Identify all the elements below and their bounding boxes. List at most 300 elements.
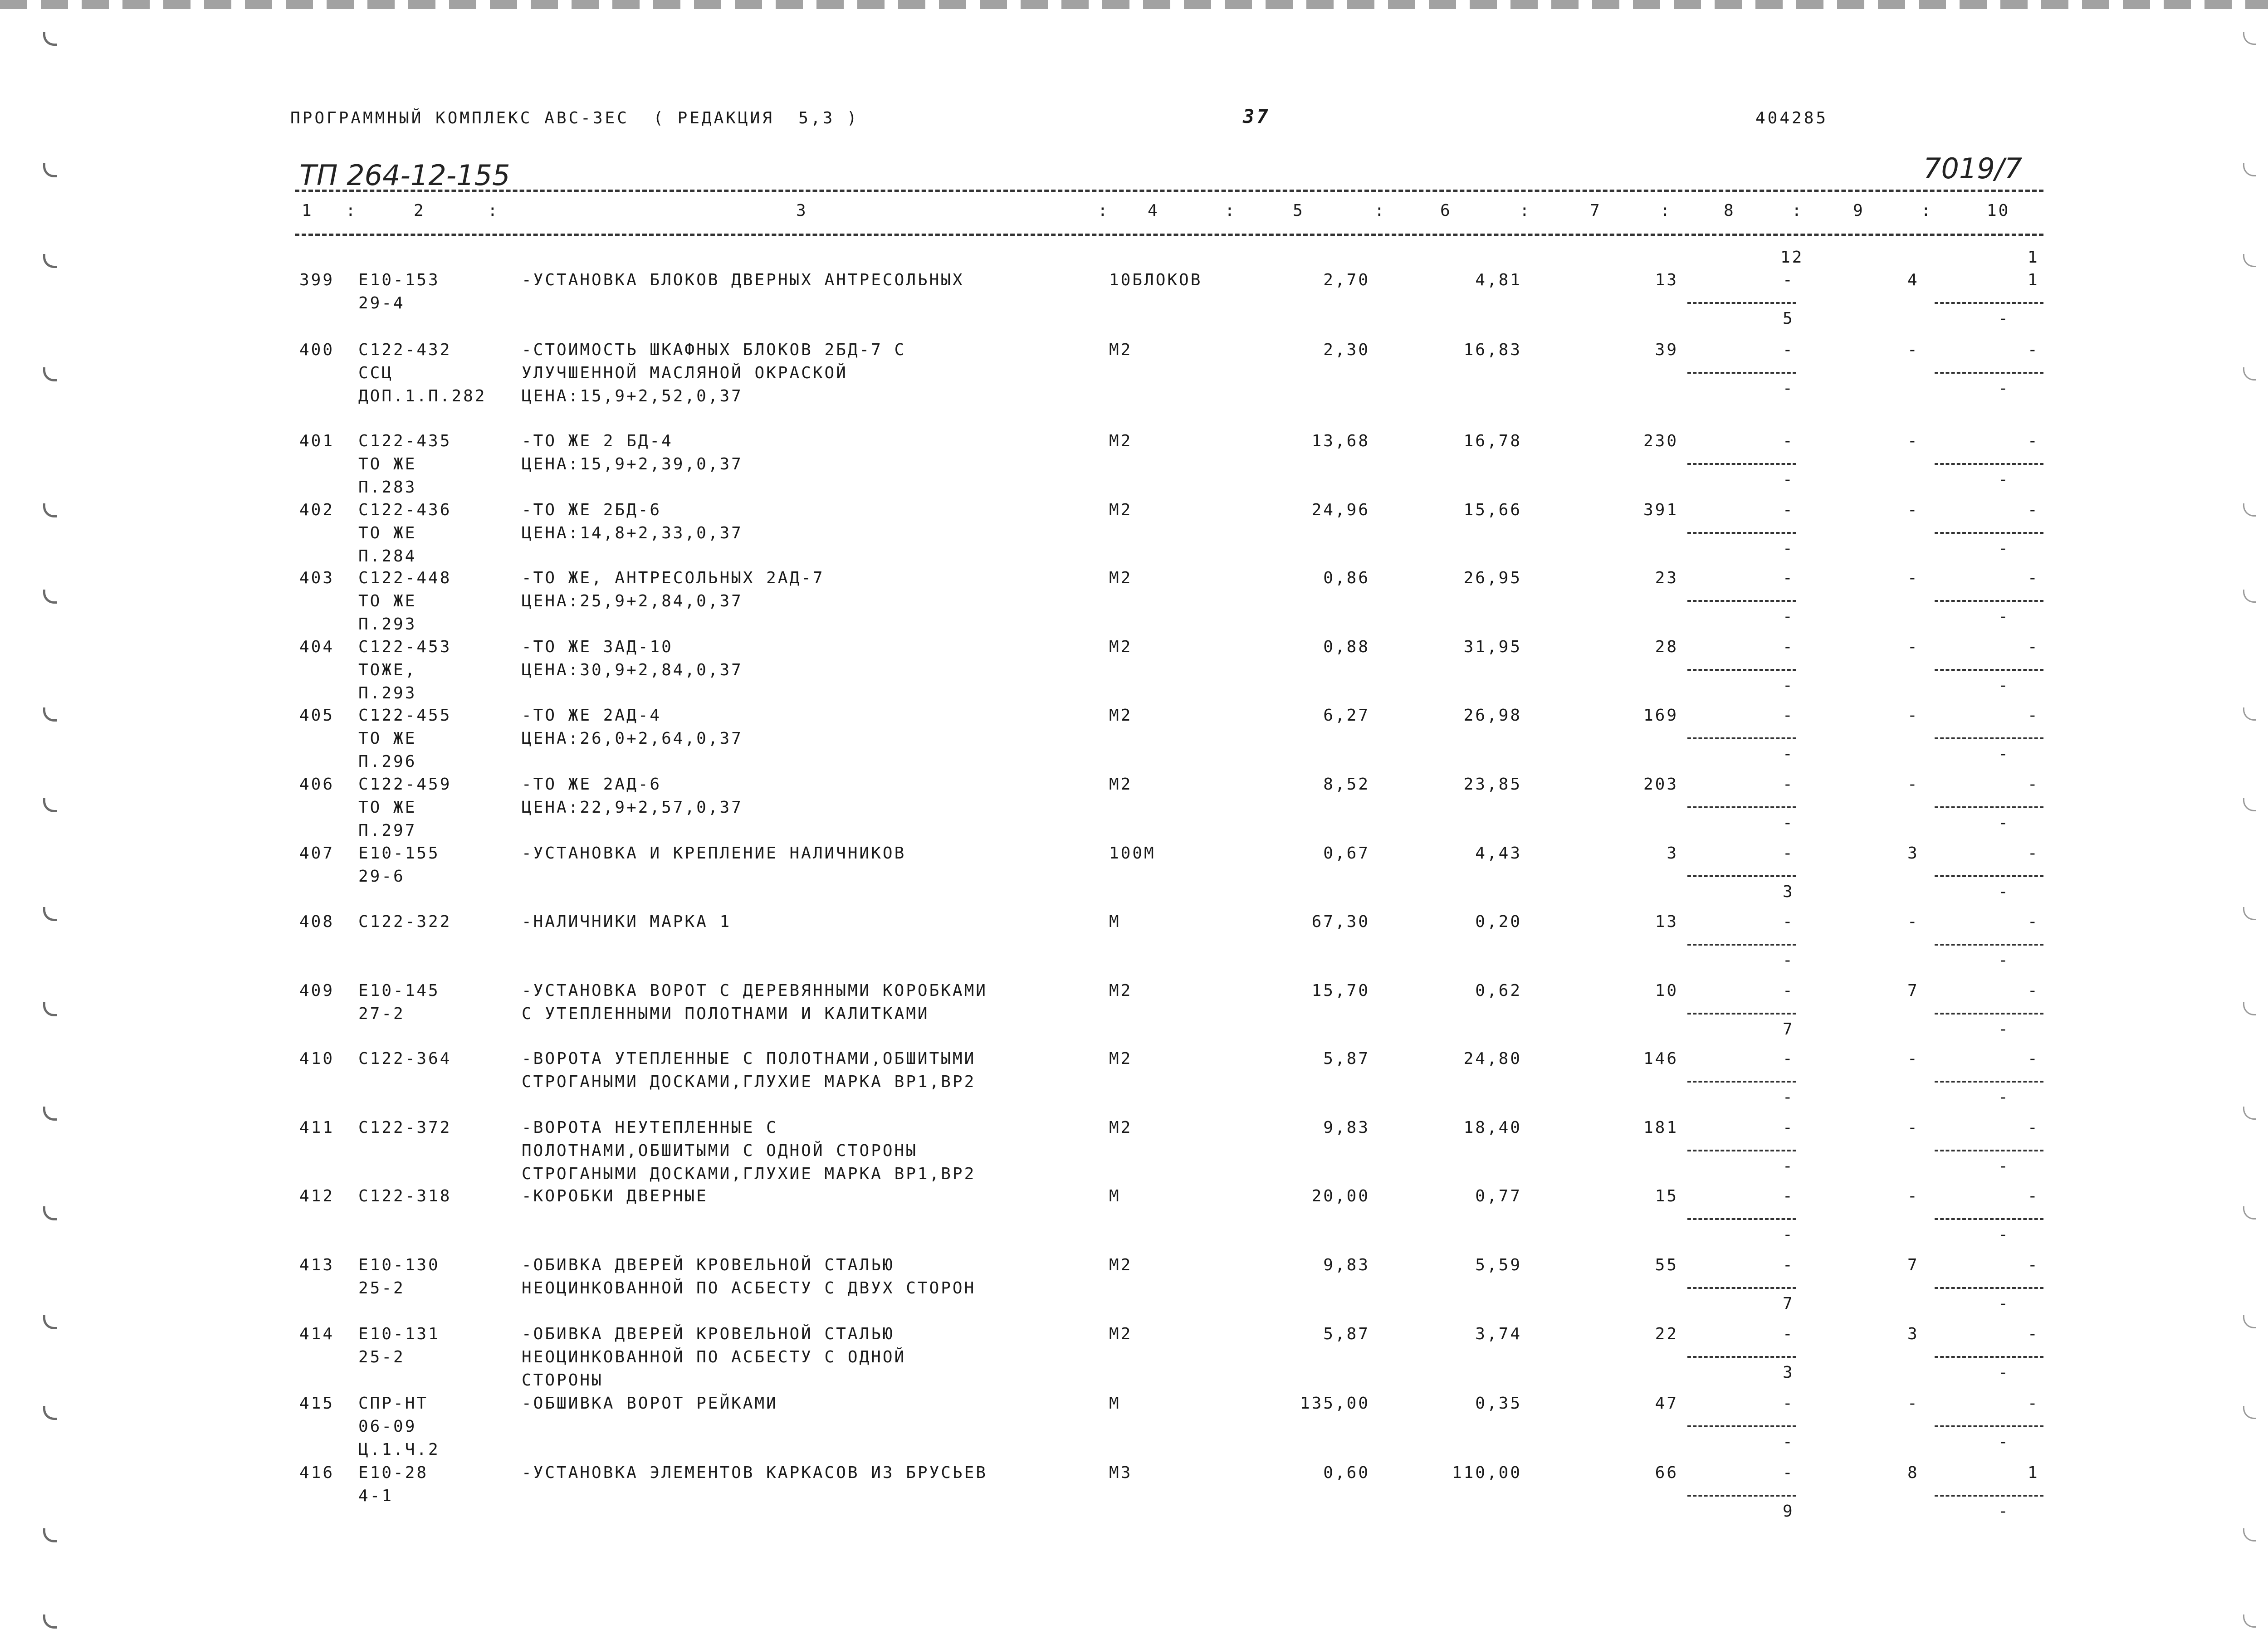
col10-value: - bbox=[2028, 1256, 2039, 1274]
norm-code: СПР-НТ bbox=[358, 1394, 429, 1413]
col9-value: - bbox=[1907, 638, 1919, 656]
quantity: 8,52 bbox=[1323, 775, 1370, 794]
col10-bottom-value: - bbox=[1998, 470, 2010, 489]
quantity: 0,86 bbox=[1323, 569, 1370, 587]
tractor-hole bbox=[2243, 367, 2256, 380]
row-number: 402 bbox=[299, 501, 335, 519]
row-number: 401 bbox=[299, 432, 335, 450]
col8-bottom-value: - bbox=[1783, 1225, 1794, 1244]
col10-bottom-value: - bbox=[1998, 309, 2010, 328]
total-cost: 22 bbox=[1655, 1325, 1678, 1343]
tractor-hole bbox=[43, 1315, 57, 1329]
norm-code: 25-2 bbox=[358, 1348, 405, 1366]
col9-value: - bbox=[1907, 341, 1919, 359]
col10-divider bbox=[1935, 944, 2043, 946]
work-description: -УСТАНОВКА БЛОКОВ ДВЕРНЫХ АНТРЕСОЛЬНЫХ bbox=[522, 271, 964, 289]
norm-code: П.283 bbox=[358, 478, 417, 497]
page-number: 37 bbox=[1243, 105, 1271, 127]
col10-value: - bbox=[2028, 569, 2039, 587]
col8-divider bbox=[1687, 737, 1796, 739]
col8-bottom-value: 3 bbox=[1783, 883, 1794, 901]
norm-code: С122-436 bbox=[358, 501, 452, 519]
quantity: 15,70 bbox=[1311, 981, 1370, 1000]
col9-value: - bbox=[1907, 569, 1919, 587]
quantity: 2,70 bbox=[1323, 271, 1370, 289]
col10-bottom-value: - bbox=[1998, 1088, 2010, 1107]
column-header: 10 bbox=[1987, 201, 2010, 220]
perforation-edge bbox=[0, 0, 2268, 9]
unit-price: 31,95 bbox=[1463, 638, 1522, 656]
col8-value: - bbox=[1783, 912, 1794, 931]
total-cost: 230 bbox=[1643, 432, 1678, 450]
norm-code: С122-364 bbox=[358, 1049, 452, 1068]
col8-divider bbox=[1687, 532, 1796, 534]
tractor-hole bbox=[2243, 254, 2256, 267]
tractor-hole bbox=[43, 1406, 57, 1420]
col8-divider bbox=[1687, 302, 1796, 304]
row-number: 413 bbox=[299, 1256, 335, 1274]
tractor-hole bbox=[43, 503, 57, 517]
work-description: ЦЕНА:26,0+2,64,0,37 bbox=[522, 729, 743, 748]
col10-value: - bbox=[2028, 912, 2039, 931]
col8-divider bbox=[1687, 944, 1796, 946]
norm-code: ТО ЖЕ bbox=[358, 524, 417, 542]
work-description: -НАЛИЧНИКИ МАРКА 1 bbox=[522, 912, 732, 931]
tractor-hole bbox=[2243, 1206, 2256, 1219]
row-number: 409 bbox=[299, 981, 335, 1000]
work-description: ЦЕНА:22,9+2,57,0,37 bbox=[522, 798, 743, 817]
quantity: 67,30 bbox=[1311, 912, 1370, 931]
col10-value: - bbox=[2028, 1394, 2039, 1413]
unit-of-measure: М2 bbox=[1109, 706, 1133, 725]
unit-price: 0,35 bbox=[1475, 1394, 1522, 1413]
col8-bottom-value: - bbox=[1783, 676, 1794, 695]
unit-price: 23,85 bbox=[1463, 775, 1522, 794]
col10-bottom-value: - bbox=[1998, 951, 2010, 970]
col8-top-value: 12 bbox=[1780, 248, 1804, 267]
quantity: 0,88 bbox=[1323, 638, 1370, 656]
unit-price: 16,83 bbox=[1463, 341, 1522, 359]
norm-code: С122-435 bbox=[358, 432, 452, 450]
col8-divider bbox=[1687, 1013, 1796, 1015]
col8-value: - bbox=[1783, 1463, 1794, 1482]
col8-divider bbox=[1687, 806, 1796, 808]
col10-divider bbox=[1935, 669, 2043, 671]
col10-divider bbox=[1935, 737, 2043, 739]
work-description: -ВОРОТА УТЕПЛЕННЫЕ С ПОЛОТНАМИ,ОБШИТЫМИ bbox=[522, 1049, 976, 1068]
total-cost: 391 bbox=[1643, 501, 1678, 519]
col9-value: - bbox=[1907, 432, 1919, 450]
work-description: -ТО ЖЕ 2АД-4 bbox=[522, 706, 662, 725]
work-description: -ТО ЖЕ 3АД-10 bbox=[522, 638, 673, 656]
norm-code: П.297 bbox=[358, 821, 417, 840]
norm-code: С122-372 bbox=[358, 1118, 452, 1137]
norm-code: 25-2 bbox=[358, 1279, 405, 1297]
col10-divider bbox=[1935, 806, 2043, 808]
work-description: -ТО ЖЕ 2БД-6 bbox=[522, 501, 662, 519]
unit-of-measure: М2 bbox=[1109, 638, 1133, 656]
col9-value: 8 bbox=[1907, 1463, 1919, 1482]
unit-of-measure: М2 bbox=[1109, 569, 1133, 587]
col10-value: - bbox=[2028, 844, 2039, 863]
col10-value: 1 bbox=[2028, 1463, 2039, 1482]
col9-value: - bbox=[1907, 501, 1919, 519]
unit-price: 26,95 bbox=[1463, 569, 1522, 587]
tractor-hole bbox=[43, 367, 57, 381]
col8-bottom-value: 9 bbox=[1783, 1502, 1794, 1521]
norm-code: П.284 bbox=[358, 547, 417, 566]
column-separator: : bbox=[488, 201, 499, 220]
tractor-hole bbox=[2243, 590, 2256, 603]
quantity: 0,67 bbox=[1323, 844, 1370, 863]
work-description: НЕОЦИНКОВАННОЙ ПО АСБЕСТУ С ДВУХ СТОРОН bbox=[522, 1279, 976, 1297]
col8-value: - bbox=[1783, 844, 1794, 863]
tractor-hole bbox=[43, 590, 57, 604]
work-description: НЕОЦИНКОВАННОЙ ПО АСБЕСТУ С ОДНОЙ bbox=[522, 1348, 906, 1366]
norm-code: С122-448 bbox=[358, 569, 452, 587]
work-description: ЦЕНА:14,8+2,33,0,37 bbox=[522, 524, 743, 542]
col8-bottom-value: - bbox=[1783, 1157, 1794, 1176]
col8-divider bbox=[1687, 1150, 1796, 1151]
col8-value: - bbox=[1783, 501, 1794, 519]
column-header: 3 bbox=[796, 201, 808, 220]
col8-bottom-value: - bbox=[1783, 539, 1794, 558]
norm-code: ТОЖЕ, bbox=[358, 661, 417, 679]
tractor-hole bbox=[43, 1002, 57, 1016]
unit-of-measure: М2 bbox=[1109, 341, 1133, 359]
unit-of-measure: М3 bbox=[1109, 1463, 1133, 1482]
col8-value: - bbox=[1783, 432, 1794, 450]
col10-value: - bbox=[2028, 1325, 2039, 1343]
col9-value: 3 bbox=[1907, 844, 1919, 863]
col8-bottom-value: - bbox=[1783, 745, 1794, 763]
norm-code: 29-4 bbox=[358, 294, 405, 312]
col10-bottom-value: - bbox=[1998, 1363, 2010, 1382]
tractor-hole bbox=[2243, 1315, 2256, 1328]
col8-divider bbox=[1687, 463, 1796, 465]
column-header: 8 bbox=[1724, 201, 1735, 220]
col8-value: - bbox=[1783, 569, 1794, 587]
tractor-hole bbox=[2243, 1107, 2256, 1120]
norm-code: ССЦ bbox=[358, 364, 394, 382]
norm-code: 27-2 bbox=[358, 1005, 405, 1023]
tractor-hole bbox=[43, 1614, 57, 1629]
col10-value: 1 bbox=[2028, 271, 2039, 289]
column-separator: : bbox=[1792, 201, 1804, 220]
total-cost: 47 bbox=[1655, 1394, 1678, 1413]
norm-code: 4-1 bbox=[358, 1487, 394, 1505]
unit-of-measure: 100М bbox=[1109, 844, 1156, 863]
col10-bottom-value: - bbox=[1998, 1157, 2010, 1176]
work-description: ЦЕНА:15,9+2,52,0,37 bbox=[522, 387, 743, 405]
col9-value: 4 bbox=[1907, 271, 1919, 289]
document-code: 404285 bbox=[1755, 109, 1828, 127]
norm-code: С122-322 bbox=[358, 912, 452, 931]
col9-value: - bbox=[1907, 912, 1919, 931]
col8-bottom-value: - bbox=[1783, 1433, 1794, 1451]
col10-divider bbox=[1935, 372, 2043, 374]
total-cost: 181 bbox=[1643, 1118, 1678, 1137]
col8-divider bbox=[1687, 1425, 1796, 1427]
norm-code: С122-459 bbox=[358, 775, 452, 794]
col8-bottom-value: - bbox=[1783, 814, 1794, 832]
row-number: 410 bbox=[299, 1049, 335, 1068]
col10-value: - bbox=[2028, 1118, 2039, 1137]
col10-divider bbox=[1935, 1287, 2043, 1289]
row-number: 404 bbox=[299, 638, 335, 656]
col8-divider bbox=[1687, 1081, 1796, 1083]
col10-bottom-value: - bbox=[1998, 1433, 2010, 1451]
column-separator: : bbox=[346, 201, 357, 220]
tractor-hole bbox=[2243, 503, 2256, 517]
column-header: 4 bbox=[1148, 201, 1159, 220]
norm-code: 29-6 bbox=[358, 867, 405, 886]
col10-value: - bbox=[2028, 1187, 2039, 1205]
unit-price: 0,77 bbox=[1475, 1187, 1522, 1205]
col10-bottom-value: - bbox=[1998, 607, 2010, 626]
quantity: 6,27 bbox=[1323, 706, 1370, 725]
total-cost: 39 bbox=[1655, 341, 1678, 359]
tractor-hole bbox=[2243, 32, 2256, 45]
column-header: 1 bbox=[302, 201, 313, 220]
column-separator: : bbox=[1225, 201, 1237, 220]
tractor-hole bbox=[43, 254, 57, 268]
work-description: СТОРОНЫ bbox=[522, 1371, 603, 1390]
work-description: СТРОГАНЫМИ ДОСКАМИ,ГЛУХИЕ МАРКА ВР1,ВР2 bbox=[522, 1165, 976, 1183]
norm-code: П.296 bbox=[358, 752, 417, 771]
sheet-code: 7019/7 bbox=[1923, 152, 2023, 185]
col10-value: - bbox=[2028, 432, 2039, 450]
work-description: -ОБШИВКА ВОРОТ РЕЙКАМИ bbox=[522, 1394, 778, 1413]
col10-bottom-value: - bbox=[1998, 539, 2010, 558]
column-separator: : bbox=[1921, 201, 1933, 220]
work-description: ПОЛОТНАМИ,ОБШИТЫМИ С ОДНОЙ СТОРОНЫ bbox=[522, 1141, 918, 1160]
quantity: 9,83 bbox=[1323, 1118, 1370, 1137]
column-header: 9 bbox=[1853, 201, 1865, 220]
col8-value: - bbox=[1783, 1256, 1794, 1274]
unit-of-measure: М bbox=[1109, 1187, 1121, 1205]
program-title: ПРОГРАММНЫЙ КОМПЛЕКС АВС-3ЕС ( РЕДАКЦИЯ 5,3 ) bbox=[290, 109, 859, 127]
column-header: 5 bbox=[1293, 201, 1305, 220]
work-description: СТРОГАНЫМИ ДОСКАМИ,ГЛУХИЕ МАРКА ВР1,ВР2 bbox=[522, 1073, 976, 1091]
unit-of-measure: М2 bbox=[1109, 1325, 1133, 1343]
norm-code: 06-09 bbox=[358, 1417, 417, 1436]
col10-divider bbox=[1935, 1425, 2043, 1427]
col10-top-value: 1 bbox=[2028, 248, 2039, 267]
tractor-hole bbox=[43, 32, 57, 46]
tractor-hole bbox=[2243, 1406, 2256, 1419]
col9-value: 7 bbox=[1907, 981, 1919, 1000]
row-number: 403 bbox=[299, 569, 335, 587]
work-description: ЦЕНА:25,9+2,84,0,37 bbox=[522, 592, 743, 610]
work-description: -ОБИВКА ДВЕРЕЙ КРОВЕЛЬНОЙ СТАЛЬЮ bbox=[522, 1256, 894, 1274]
quantity: 135,00 bbox=[1300, 1394, 1370, 1413]
col8-divider bbox=[1687, 1287, 1796, 1289]
tractor-hole bbox=[2243, 907, 2256, 920]
unit-of-measure: М2 bbox=[1109, 775, 1133, 794]
work-description: С УТЕПЛЕННЫМИ ПОЛОТНАМИ И КАЛИТКАМИ bbox=[522, 1005, 929, 1023]
work-description: ЦЕНА:30,9+2,84,0,37 bbox=[522, 661, 743, 679]
col8-bottom-value: - bbox=[1783, 951, 1794, 970]
column-header: 6 bbox=[1440, 201, 1452, 220]
col10-divider bbox=[1935, 302, 2043, 304]
work-description: -ВОРОТА НЕУТЕПЛЕННЫЕ С bbox=[522, 1118, 778, 1137]
row-number: 412 bbox=[299, 1187, 335, 1205]
tractor-hole bbox=[2243, 798, 2256, 811]
tractor-hole bbox=[43, 163, 57, 177]
norm-code: Е10-153 bbox=[358, 271, 440, 289]
col10-divider bbox=[1935, 1150, 2043, 1151]
unit-price: 26,98 bbox=[1463, 706, 1522, 725]
row-number: 407 bbox=[299, 844, 335, 863]
row-number: 400 bbox=[299, 341, 335, 359]
norm-code: С122-455 bbox=[358, 706, 452, 725]
unit-price: 18,40 bbox=[1463, 1118, 1522, 1137]
norm-code: ДОП.1.П.282 bbox=[358, 387, 487, 405]
col9-value: - bbox=[1907, 1394, 1919, 1413]
column-header: 7 bbox=[1590, 201, 1602, 220]
col9-value: - bbox=[1907, 1187, 1919, 1205]
unit-price: 0,20 bbox=[1475, 912, 1522, 931]
unit-price: 0,62 bbox=[1475, 981, 1522, 1000]
unit-of-measure: М2 bbox=[1109, 501, 1133, 519]
row-number: 405 bbox=[299, 706, 335, 725]
col10-divider bbox=[1935, 1495, 2043, 1497]
tractor-hole bbox=[2243, 1528, 2256, 1541]
col8-value: - bbox=[1783, 1325, 1794, 1343]
col10-bottom-value: - bbox=[1998, 1020, 2010, 1039]
row-number: 414 bbox=[299, 1325, 335, 1343]
col10-bottom-value: - bbox=[1998, 1225, 2010, 1244]
norm-code: С122-432 bbox=[358, 341, 452, 359]
col10-value: - bbox=[2028, 706, 2039, 725]
unit-of-measure: М bbox=[1109, 1394, 1121, 1413]
unit-of-measure: М2 bbox=[1109, 981, 1133, 1000]
col8-bottom-value: - bbox=[1783, 607, 1794, 626]
col8-value: - bbox=[1783, 981, 1794, 1000]
norm-code: Е10-145 bbox=[358, 981, 440, 1000]
tractor-hole bbox=[2243, 1002, 2256, 1015]
quantity: 20,00 bbox=[1311, 1187, 1370, 1205]
col10-bottom-value: - bbox=[1998, 1294, 2010, 1313]
row-number: 408 bbox=[299, 912, 335, 931]
tractor-hole bbox=[43, 1206, 57, 1220]
row-number: 416 bbox=[299, 1463, 335, 1482]
unit-price: 16,78 bbox=[1463, 432, 1522, 450]
unit-of-measure: М2 bbox=[1109, 1118, 1133, 1137]
unit-price: 3,74 bbox=[1475, 1325, 1522, 1343]
unit-price: 24,80 bbox=[1463, 1049, 1522, 1068]
col8-value: - bbox=[1783, 1049, 1794, 1068]
norm-code: ТО ЖЕ bbox=[358, 592, 417, 610]
norm-code: Е10-155 bbox=[358, 844, 440, 863]
column-separator: : bbox=[1374, 201, 1386, 220]
total-cost: 15 bbox=[1655, 1187, 1678, 1205]
work-description: УЛУЧШЕННОЙ МАСЛЯНОЙ ОКРАСКОЙ bbox=[522, 364, 848, 382]
col8-value: - bbox=[1783, 271, 1794, 289]
col8-divider bbox=[1687, 669, 1796, 671]
col10-value: - bbox=[2028, 1049, 2039, 1068]
col10-bottom-value: - bbox=[1998, 676, 2010, 695]
col10-value: - bbox=[2028, 501, 2039, 519]
quantity: 9,83 bbox=[1323, 1256, 1370, 1274]
tractor-hole bbox=[2243, 707, 2256, 721]
quantity: 0,60 bbox=[1323, 1463, 1370, 1482]
col10-bottom-value: - bbox=[1998, 814, 2010, 832]
col8-value: - bbox=[1783, 1394, 1794, 1413]
row-number: 411 bbox=[299, 1118, 335, 1137]
col8-bottom-value: 5 bbox=[1783, 309, 1794, 328]
unit-of-measure: М bbox=[1109, 912, 1121, 931]
col10-value: - bbox=[2028, 638, 2039, 656]
unit-price: 4,81 bbox=[1475, 271, 1522, 289]
work-description: -УСТАНОВКА И КРЕПЛЕНИЕ НАЛИЧНИКОВ bbox=[522, 844, 906, 863]
total-cost: 28 bbox=[1655, 638, 1678, 656]
col8-divider bbox=[1687, 1356, 1796, 1358]
col10-divider bbox=[1935, 1218, 2043, 1220]
tractor-hole bbox=[2243, 163, 2256, 176]
total-cost: 169 bbox=[1643, 706, 1678, 725]
col10-bottom-value: - bbox=[1998, 745, 2010, 763]
project-code: ТП 264-12-155 bbox=[299, 159, 510, 192]
norm-code: ТО ЖЕ bbox=[358, 729, 417, 748]
col10-divider bbox=[1935, 532, 2043, 534]
unit-price: 5,59 bbox=[1475, 1256, 1522, 1274]
col8-divider bbox=[1687, 1495, 1796, 1497]
work-description: -УСТАНОВКА ВОРОТ С ДЕРЕВЯННЫМИ КОРОБКАМИ bbox=[522, 981, 987, 1000]
unit-price: 110,00 bbox=[1452, 1463, 1522, 1482]
col9-value: - bbox=[1907, 775, 1919, 794]
total-cost: 66 bbox=[1655, 1463, 1678, 1482]
col10-divider bbox=[1935, 1013, 2043, 1015]
quantity: 24,96 bbox=[1311, 501, 1370, 519]
work-description: -ТО ЖЕ 2 БД-4 bbox=[522, 432, 673, 450]
col10-value: - bbox=[2028, 341, 2039, 359]
col10-divider bbox=[1935, 600, 2043, 602]
total-cost: 13 bbox=[1655, 912, 1678, 931]
col8-bottom-value: 7 bbox=[1783, 1020, 1794, 1039]
col8-value: - bbox=[1783, 706, 1794, 725]
header-rule bbox=[295, 234, 2043, 236]
work-description: -ОБИВКА ДВЕРЕЙ КРОВЕЛЬНОЙ СТАЛЬЮ bbox=[522, 1325, 894, 1343]
work-description: -ТО ЖЕ 2АД-6 bbox=[522, 775, 662, 794]
col10-value: - bbox=[2028, 981, 2039, 1000]
unit-of-measure: М2 bbox=[1109, 1256, 1133, 1274]
norm-code: С122-318 bbox=[358, 1187, 452, 1205]
work-description: ЦЕНА:15,9+2,39,0,37 bbox=[522, 455, 743, 473]
col8-bottom-value: 7 bbox=[1783, 1294, 1794, 1313]
col10-bottom-value: - bbox=[1998, 883, 2010, 901]
norm-code: ТО ЖЕ bbox=[358, 455, 417, 473]
row-number: 399 bbox=[299, 271, 335, 289]
col8-value: - bbox=[1783, 1118, 1794, 1137]
tractor-hole bbox=[43, 798, 57, 812]
norm-code: П.293 bbox=[358, 684, 417, 702]
unit-of-measure: М2 bbox=[1109, 1049, 1133, 1068]
total-cost: 23 bbox=[1655, 569, 1678, 587]
unit-of-measure: М2 bbox=[1109, 432, 1133, 450]
total-cost: 13 bbox=[1655, 271, 1678, 289]
unit-of-measure: 10БЛОКОВ bbox=[1109, 271, 1202, 289]
col8-divider bbox=[1687, 600, 1796, 602]
col8-bottom-value: - bbox=[1783, 379, 1794, 398]
top-rule bbox=[295, 190, 2043, 192]
work-description: -СТОИМОСТЬ ШКАФНЫХ БЛОКОВ 2БД-7 С bbox=[522, 341, 906, 359]
work-description: -КОРОБКИ ДВЕРНЫЕ bbox=[522, 1187, 708, 1205]
col8-bottom-value: 3 bbox=[1783, 1363, 1794, 1382]
col8-bottom-value: - bbox=[1783, 1088, 1794, 1107]
quantity: 2,30 bbox=[1323, 341, 1370, 359]
